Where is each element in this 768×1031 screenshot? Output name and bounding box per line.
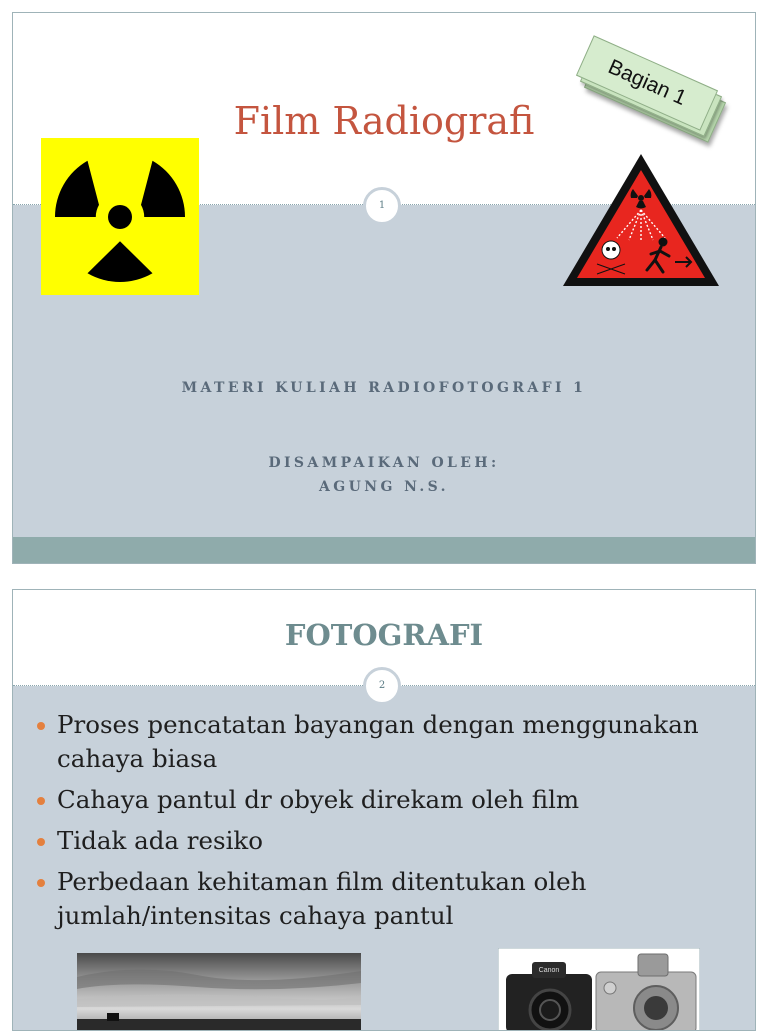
camera-brand-label: Canon	[538, 967, 560, 974]
slide-2-title: FOTOGRAFI	[284, 618, 484, 652]
cameras-photo	[498, 948, 700, 1031]
radiation-trefoil-icon	[41, 138, 199, 295]
bullet-item: Tidak ada resiko	[35, 824, 735, 858]
radiation-warning-triangle-icon	[559, 150, 723, 290]
presenter-name: AGUNG N.S.	[319, 479, 449, 495]
slide-1	[12, 12, 756, 564]
section-badge	[579, 53, 729, 143]
bullet-item: Cahaya pantul dr obyek direkam oleh film	[35, 783, 735, 817]
slide-1-bottom-band	[13, 537, 755, 563]
bullet-item: Perbedaan kehitaman film ditentukan oleh jumlah/intensitas cahaya pantul	[35, 865, 735, 933]
slide-1-page-number: 1	[363, 187, 401, 225]
section-badge-label: Bagian 1	[576, 35, 718, 131]
bullet-item: Proses pencatatan bayangan dengan menggunakan cahaya biasa	[35, 708, 735, 776]
course-subtitle: MATERI KULIAH RADIOFOTOGRAFI 1	[181, 380, 587, 396]
presenter-label: DISAMPAIKAN OLEH:	[268, 455, 500, 471]
slide-2	[12, 589, 756, 1031]
bullet-list	[35, 708, 735, 940]
slide-1-title: Film Radiografi	[233, 99, 535, 143]
slide-2-page-number: 2	[363, 667, 401, 705]
landscape-photo	[77, 953, 361, 1031]
